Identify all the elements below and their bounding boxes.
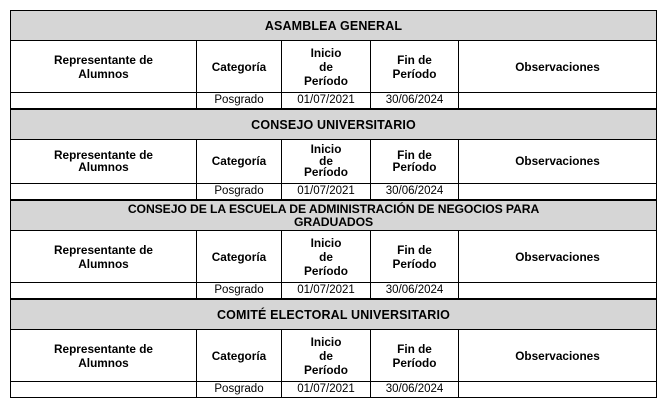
column-header-row [11, 140, 657, 184]
section-title-row [11, 201, 657, 231]
section-title-row [11, 300, 657, 330]
cell-fin-periodo: 30/06/2024 [371, 184, 459, 200]
header-fin-periodo [371, 231, 459, 283]
cell-observaciones [459, 93, 657, 109]
header-inicio-line3: Período [304, 73, 348, 88]
section-title-line2: GRADUADOS [294, 214, 374, 229]
header-categoria: Categoría [197, 140, 282, 184]
header-inicio-periodo [282, 41, 371, 93]
cell-inicio-periodo: 01/07/2021 [282, 93, 371, 109]
header-inicio-line1: Inicio [310, 334, 342, 349]
header-inicio-line1: Inicio [310, 142, 342, 157]
cell-categoria: Posgrado [197, 184, 282, 200]
section-table-comite-electoral-universitario [10, 299, 657, 398]
cell-observaciones [459, 382, 657, 398]
column-header-row [11, 41, 657, 93]
header-fin-periodo [371, 41, 459, 93]
header-observaciones: Observaciones [459, 41, 657, 93]
header-representante-line1: Representante de [54, 242, 153, 257]
section-title-row [11, 110, 657, 140]
header-inicio-line3: Período [304, 165, 348, 180]
section-title-line1: CONSEJO DE LA ESCUELA DE ADMINISTRACIÓN DE NEGOCIOS PARA [127, 201, 540, 216]
header-inicio-line1: Inicio [310, 235, 342, 250]
header-observaciones: Observaciones [459, 140, 657, 184]
header-fin-line2: Período [392, 159, 437, 174]
section-title-consejo-escuela-administracion [11, 201, 657, 231]
header-representante-alumnos [11, 140, 197, 184]
cell-fin-periodo: 30/06/2024 [371, 93, 459, 109]
header-fin-line1: Fin de [397, 242, 432, 257]
header-inicio-periodo [282, 330, 371, 382]
header-fin-line1: Fin de [397, 52, 432, 67]
header-inicio-line2: de [319, 153, 333, 168]
table-row [11, 382, 657, 398]
table-row [11, 93, 657, 109]
cell-observaciones [459, 283, 657, 299]
header-fin-line2: Período [392, 355, 437, 370]
header-representante-line2: Alumnos [78, 66, 129, 81]
section-title-asamblea-general: ASAMBLEA GENERAL [11, 11, 657, 41]
cell-categoria: Posgrado [197, 382, 282, 398]
header-fin-line1: Fin de [397, 148, 432, 162]
header-representante-line1: Representante de [54, 341, 153, 356]
header-fin-periodo [371, 140, 459, 184]
section-table-asamblea-general [10, 10, 657, 109]
cell-categoria: Posgrado [197, 93, 282, 109]
header-inicio-line2: de [319, 249, 333, 264]
header-inicio-periodo [282, 140, 371, 184]
column-header-row [11, 231, 657, 283]
header-representante-alumnos [11, 41, 197, 93]
header-inicio-line3: Período [304, 263, 348, 278]
header-representante-line1: Representante de [54, 52, 153, 67]
cell-categoria: Posgrado [197, 283, 282, 299]
header-inicio-line3: Período [304, 362, 348, 377]
cell-fin-periodo: 30/06/2024 [371, 382, 459, 398]
header-categoria: Categoría [197, 330, 282, 382]
table-row [11, 184, 657, 200]
header-inicio-line2: de [319, 59, 333, 74]
header-inicio-line2: de [319, 348, 333, 363]
header-fin-line2: Período [392, 66, 437, 81]
header-fin-periodo [371, 330, 459, 382]
cell-representante [11, 93, 197, 109]
header-fin-line2: Período [392, 256, 437, 271]
cell-fin-periodo: 30/06/2024 [371, 283, 459, 299]
section-title-consejo-universitario: CONSEJO UNIVERSITARIO [11, 110, 657, 140]
cell-representante [11, 382, 197, 398]
header-categoria: Categoría [197, 41, 282, 93]
table-row [11, 283, 657, 299]
header-representante-line2: Alumnos [78, 355, 129, 370]
column-header-row [11, 330, 657, 382]
header-categoria: Categoría [197, 231, 282, 283]
cell-representante [11, 283, 197, 299]
cell-representante [11, 184, 197, 200]
header-representante-line1: Representante de [54, 148, 153, 162]
header-fin-line1: Fin de [397, 341, 432, 356]
header-inicio-periodo [282, 231, 371, 283]
header-observaciones: Observaciones [459, 231, 657, 283]
cell-inicio-periodo: 01/07/2021 [282, 283, 371, 299]
header-observaciones: Observaciones [459, 330, 657, 382]
cell-inicio-periodo: 01/07/2021 [282, 184, 371, 200]
cell-inicio-periodo: 01/07/2021 [282, 382, 371, 398]
header-representante-alumnos [11, 330, 197, 382]
header-representante-line2: Alumnos [78, 256, 129, 271]
section-table-consejo-universitario [10, 109, 657, 200]
header-representante-line2: Alumnos [78, 159, 129, 174]
header-inicio-line1: Inicio [310, 45, 342, 60]
header-representante-alumnos [11, 231, 197, 283]
section-table-consejo-escuela-administracion [10, 200, 657, 299]
section-title-comite-electoral-universitario: COMITÉ ELECTORAL UNIVERSITARIO [11, 300, 657, 330]
section-title-row [11, 11, 657, 41]
cell-observaciones [459, 184, 657, 200]
